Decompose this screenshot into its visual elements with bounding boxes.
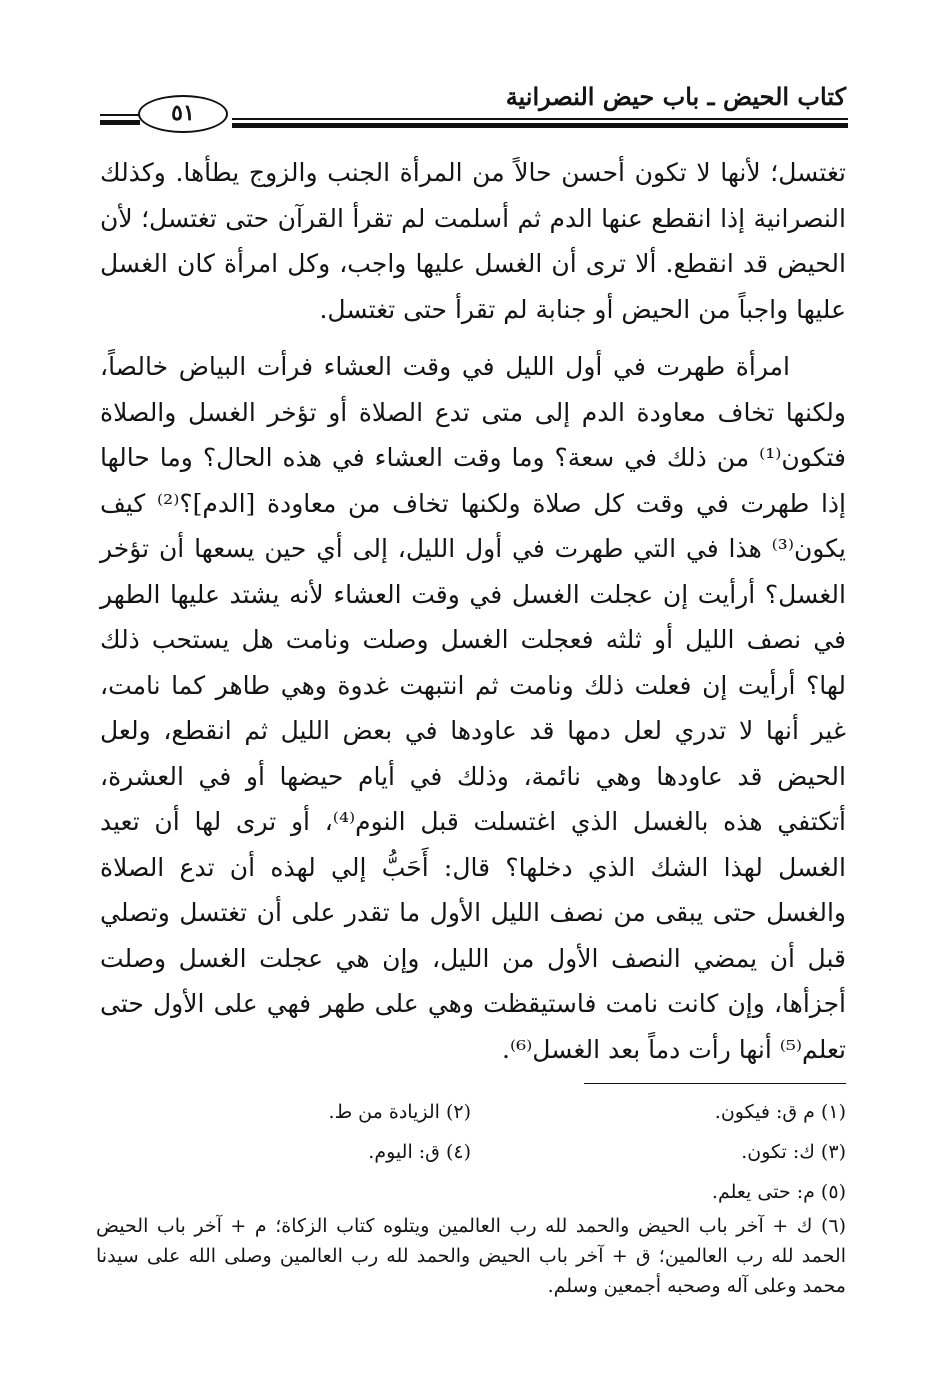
main-text xyxy=(100,150,846,1084)
footnote-4: (٤) ق: اليوم. xyxy=(368,1141,471,1163)
footnote-separator xyxy=(584,1083,846,1084)
paragraph-1: تغتسل؛ لأنها لا تكون أحسن حالاً من المرأة الجنب والزوج يطأها. وكذلك النصرانية إذا انقطع عنها الدم ثم أسلمت لم تقرأ القرآن حتى تغتسل؛ لأن الحيض قد انقطع. ألا ترى أن الغسل عليها واجب، وكل امرأة كان الغسل عليها واجباً من الحيض أو جنابة لم تقرأ حتى تغتسل. xyxy=(100,158,846,324)
footnotes xyxy=(96,1097,846,1301)
footnote-5: (٥) م: حتى يعلم. xyxy=(711,1181,846,1203)
running-title: كتاب الحيض ـ باب حيض النصرانية xyxy=(505,82,846,111)
header-rule-thick xyxy=(232,123,848,128)
footnote-row xyxy=(96,1177,846,1211)
footnote-1: (١) م ق: فيكون. xyxy=(714,1101,846,1123)
header-rule-left-thin xyxy=(100,114,140,116)
footnote-row xyxy=(96,1097,846,1137)
footnote-3: (٣) ك: تكون. xyxy=(741,1141,846,1163)
header-rule-left-thick xyxy=(100,120,140,125)
footnote-2: (٢) الزيادة من ط. xyxy=(328,1101,471,1123)
footnote-row xyxy=(96,1137,846,1177)
page-number: ٥١ xyxy=(138,95,228,133)
header-rule-thin xyxy=(232,118,848,120)
footnote-6: (٦) ك + آخر باب الحيض والحمد لله رب العالمين ويتلوه كتاب الزكاة؛ م + آخر باب الحيض الحمد لله رب العالمين؛ ق + آخر باب الحيض والحمد لله رب العالمين وصلى الله على سيدنا محمد وعلى آله وصحبه أجمعين وسلم. xyxy=(96,1215,846,1297)
paragraph-2: امرأة طهرت في أول الليل في وقت العشاء فرأت البياض خالصاً، ولكنها تخاف معاودة الدم إلى متى تدع الصلاة أو تؤخر الغسل والصلاة فتكون⁽¹⁾ من ذلك في سعة؟ وما وقت العشاء في هذه الحال؟ وما حالها إذا طهرت في وقت كل صلاة ولكنها تخاف من معاودة [الدم]؟⁽²⁾ كيف يكون⁽³⁾ هذا في التي طهرت في أول الليل، إلى أي حين يسعها أن تؤخر الغسل؟ أرأيت إن عجلت الغسل في وقت العشاء لأنه يشتد عليها الطهر في نصف الليل أو ثلثه فعجلت الغسل وصلت ونامت هل يستحب ذلك لها؟ أرأيت إن فعلت ذلك ونامت ثم انتبهت غدوة وهي طاهر كما نامت، غير أنها لا تدري لعل دمها قد عاودها في بعض الليل ثم انقطع، ولعل الحيض قد عاودها وهي نائمة، وذلك في أيام حيضها أو في العشرة، أتكتفي هذه بالغسل الذي اغتسلت قبل النوم⁽⁴⁾، أو ترى لها أن تعيد الغسل لهذا الشك الذي دخلها؟ قال: أَحَبُّ إلي لهذه أن تدع الصلاة والغسل حتى يبقى من نصف الليل الأول ما تقدر على أن تغتسل وتصلي قبل أن يمضي النصف الأول من الليل، وإن هي عجلت الغسل وصلت أجزأها، وإن كانت نامت فاستيقظت وهي على طهر فهي على الأول حتى تعلم⁽⁵⁾ أنها رأت دماً بعد الغسل⁽⁶⁾. xyxy=(100,352,847,1064)
